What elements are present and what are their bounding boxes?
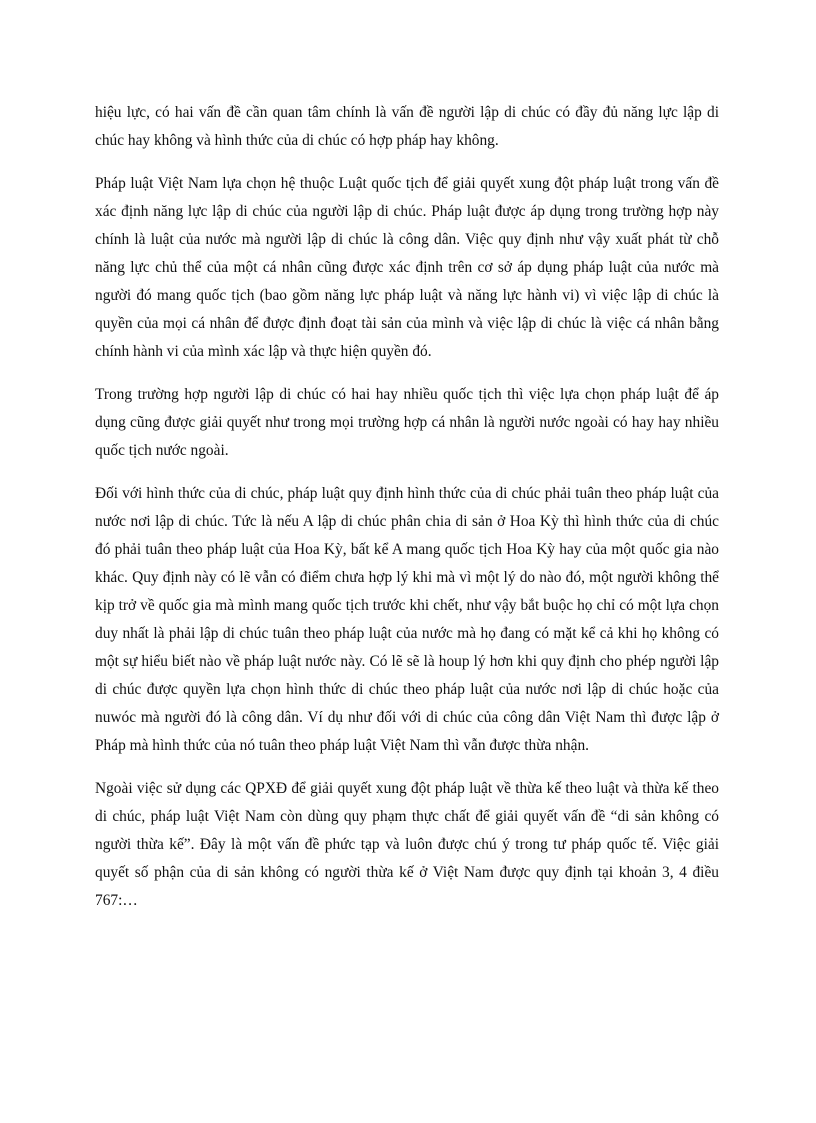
paragraph-multiple-nationality: Trong trường hợp người lập di chúc có hai hay nhiều quốc tịch thì việc lựa chọn pháp luật để áp dụng cũng được giải quyết như trong mọi trường hợp cá nhân là người nước ngoài có hay hay nhiều quốc tịch nước ngoài.	[95, 386, 719, 459]
paragraph-will-form: Đối với hình thức của di chúc, pháp luật quy định hình thức của di chúc phải tuân theo pháp luật của nước nơi lập di chúc. Tức là nếu A lập di chúc phân chia di sản ở Hoa Kỳ thì hình thức của di chúc đó phải tuân theo pháp luật của Hoa Kỳ, bất kể A mang quốc tịch Hoa Kỳ hay của một quốc gia nào khác. Quy định này có lẽ vẫn có điểm chưa hợp lý khi mà vì một lý do nào đó, một người không thể kịp trở về quốc gia mà mình mang quốc tịch trước khi chết, như vậy bắt buộc họ chỉ có một lựa chọn duy nhất là phải lập di chúc tuân theo pháp luật của nước mà họ đang có mặt kể cả khi họ không có một sự hiểu biết nào về pháp luật nước này. Có lẽ sẽ là houp lý hơn khi quy định cho phép người lập di chúc được quyền lựa chọn hình thức di chúc theo pháp luật của nước nơi lập di chúc hoặc của nuwóc mà người đó là công dân. Ví dụ như đối với di chúc của công dân Việt Nam thì được lập ở Pháp mà hình thức của nó tuân theo pháp luật Việt Nam thì vẫn được thừa nhận.	[95, 485, 719, 754]
paragraph-nationality-law: Pháp luật Việt Nam lựa chọn hệ thuộc Luật quốc tịch để giải quyết xung đột pháp luật trong vấn đề xác định năng lực lập di chúc của người lập di chúc. Pháp luật được áp dụng trong trường hợp này chính là luật của nước mà người lập di chúc là công dân. Việc quy định như vậy xuất phát từ chỗ năng lực chủ thể của một cá nhân cũng được xác định trên cơ sở áp dụng pháp luật của nước mà người đó mang quốc tịch (bao gồm năng lực pháp luật và năng lực hành vi) vì việc lập di chúc là quyền của mọi cá nhân để được định đoạt tài sản của mình và việc lập di chúc là việc cá nhân bằng chính hành vi của mình xác lập và thực hiện quyền đó.	[95, 175, 719, 360]
paragraph-no-heir-estate: Ngoài việc sử dụng các QPXĐ để giải quyết xung đột pháp luật về thừa kế theo luật và thừa kế theo di chúc, pháp luật Việt Nam còn dùng quy phạm thực chất để giải quyết vấn đề “di sản không có người thừa kế”. Đây là một vấn đề phức tạp và luôn được chú ý trong tư pháp quốc tế. Việc giải quyết số phận của di sản không có người thừa kế ở Việt Nam được quy định tại khoản 3, 4 điều 767:…	[95, 780, 719, 909]
paragraph-validity: hiệu lực, có hai vấn đề cần quan tâm chính là vấn đề người lập di chúc có đầy đủ năng lực lập di chúc hay không và hình thức của di chúc có hợp pháp hay không.	[95, 104, 719, 149]
document-page	[95, 99, 719, 930]
